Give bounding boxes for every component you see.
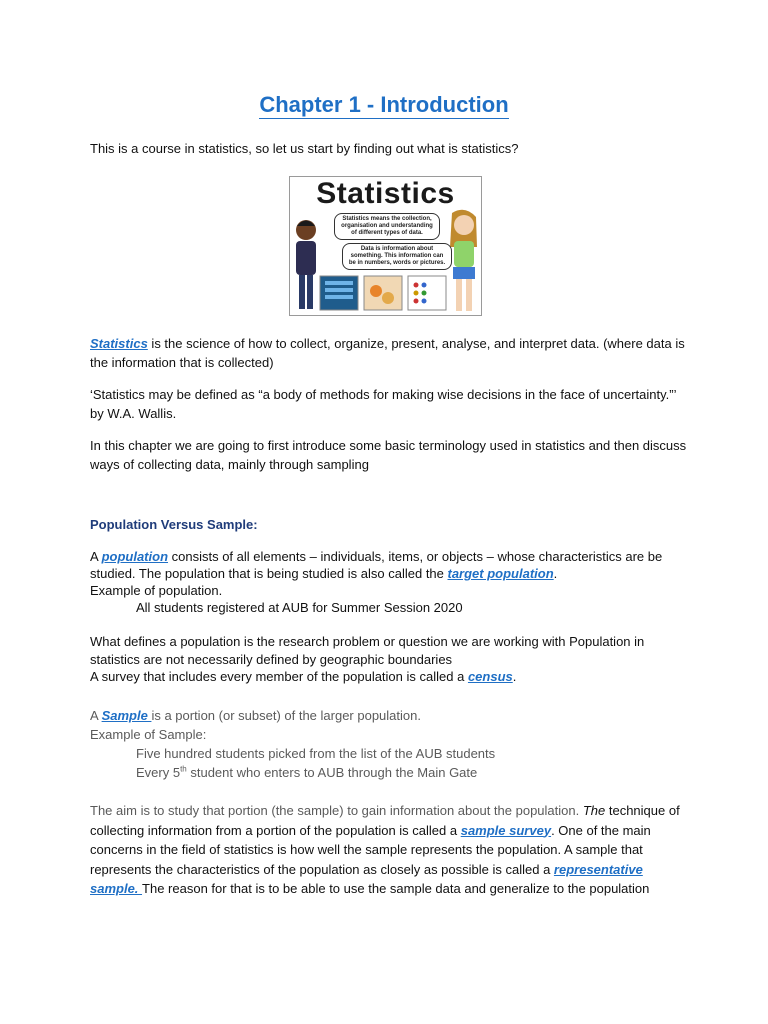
sample-example-label: Example of Sample: xyxy=(90,727,207,742)
sample-survey-link[interactable]: sample survey xyxy=(460,822,552,838)
population-end: . xyxy=(553,566,558,581)
aim-text-1: technique of collecting information from a portion of the population is called a xyxy=(90,803,680,838)
page-title-text: Chapter 1 - Introduction xyxy=(259,92,509,117)
wallis-quote: ‘Statistics may be defined as “a body of methods for making wise decisions in the face of uncertainty.”’ by W.A. Wallis. xyxy=(90,387,677,421)
population-text: consists of all elements – individuals, items, or objects – whose characteristics are be studied. The population that is being studied is also called the xyxy=(90,549,663,581)
population-a: A xyxy=(90,549,102,564)
boy-figure xyxy=(296,220,316,309)
section-heading: Population Versus Sample: xyxy=(90,517,258,532)
sample-text: is a portion (or subset) of the larger population. xyxy=(151,708,421,723)
population-example: All students registered at AUB for Summer Session 2020 xyxy=(136,600,463,615)
sample-example-2: Every 5th student who enters to AUB through the Main Gate xyxy=(136,764,478,780)
population-example-label: Example of population. xyxy=(90,583,223,598)
representative-sample-link[interactable]: representative sample. xyxy=(90,861,643,896)
data-bubble: Data is information about something. This information can be in numbers, words or pictures. xyxy=(342,243,452,270)
statistics-definition-text: is the science of how to collect, organize, present, analyse, and interpret data. (where data is the information that is collected) xyxy=(90,336,685,370)
statistics-illustration xyxy=(289,176,482,316)
statistics-definition xyxy=(90,334,690,372)
sample-a: A xyxy=(90,708,102,723)
statistics-link[interactable]: Statistics xyxy=(90,336,148,351)
aim-paragraph xyxy=(90,801,690,899)
girl-figure xyxy=(450,210,477,311)
definition-bubble: Statistics means the collection, organisation and understanding of different types of data. xyxy=(334,213,440,240)
chapter-plan-paragraph: In this chapter we are going to first introduce some basic terminology used in statistics and then discuss ways of collecting data, mainly through sampling xyxy=(90,438,687,472)
defines-text: What defines a population is the research problem or question we are working with Population in statistics are not necessarily defined by geographic boundaries xyxy=(90,634,645,667)
aim-text-3: The reason for that is to be able to use the sample data and generalize to the population xyxy=(142,881,650,896)
population-link[interactable]: population xyxy=(101,549,169,564)
intro-paragraph: This is a course in statistics, so let us start by finding out what is statistics? xyxy=(90,141,519,156)
target-population-link[interactable]: target population xyxy=(447,566,554,581)
population-defines-paragraph xyxy=(90,633,690,686)
census-end: . xyxy=(512,669,517,684)
aim-italic: The xyxy=(582,803,606,818)
page-title xyxy=(0,92,768,118)
aim-text-2: . One of the main concerns in the field of statistics is how well the sample represents the population. A sample that represents the characteristics of the population as closely as possible is called a xyxy=(90,822,651,877)
census-text: A survey that includes every member of the population is called a xyxy=(90,669,468,684)
sample-paragraph xyxy=(90,706,690,782)
sample-example-1: Five hundred students picked from the list of the AUB students xyxy=(136,746,496,761)
sample-link[interactable]: Sample xyxy=(101,708,152,723)
census-link[interactable]: census xyxy=(467,669,513,684)
aim-gray-text: The aim is to study that portion (the sample) to gain information about the population. xyxy=(90,803,583,818)
illustration-title: Statistics xyxy=(316,177,455,210)
population-paragraph xyxy=(90,548,690,616)
